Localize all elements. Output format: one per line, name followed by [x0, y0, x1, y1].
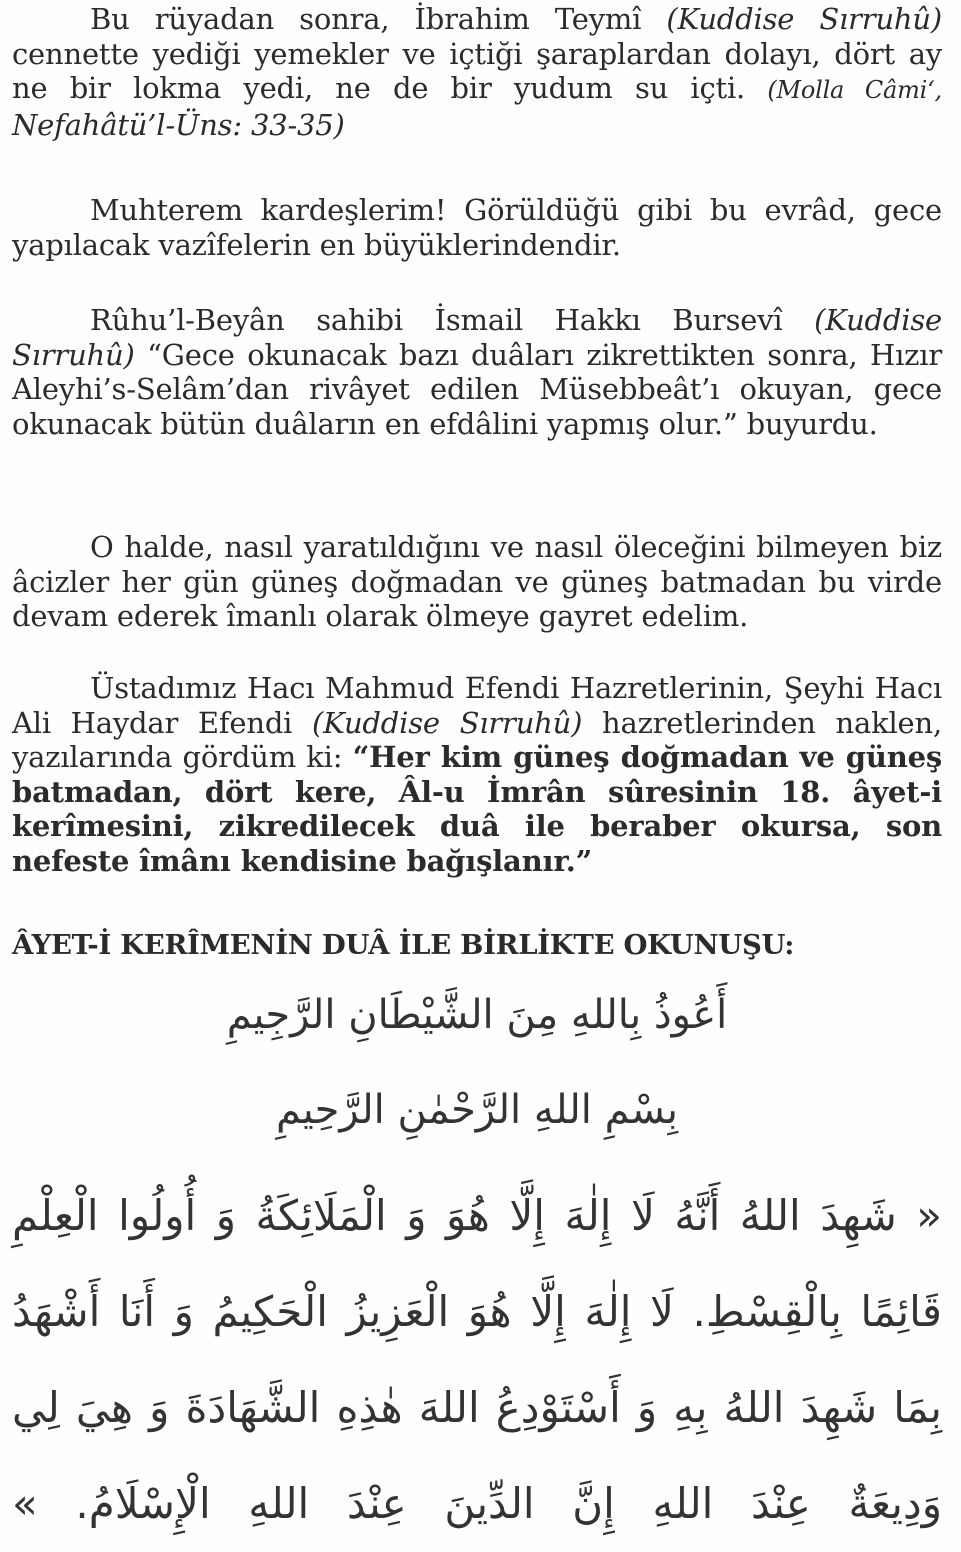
- text: Rûhu’l-Beyân sahibi İsmail Hakkı Bursevî: [90, 303, 815, 337]
- text: hazretlerinden naklen, yazılarında gördüm ki:: [12, 705, 943, 774]
- text: Muhterem kardeşlerim! Görüldüğü gibi bu evrâd, gece yapılacak vazîfelerin en büyüklerindendir.: [12, 193, 942, 262]
- honorific: (Kuddise Sırruhû): [666, 2, 942, 36]
- arabic-ayet: « شَهِدَ اللهُ أَنَّهُ لَا إِلٰهَ إِلَّا هُوَ وَ الْمَلَائِكَةُ وَ أُولُوا الْعِلْمِ قَائِمًا بِالْقِسْطِ. لَا إِلٰهَ إِلَّا هُوَ الْعَزِيزُ الْحَكِيمُ وَ أَنَا أَشْهَدُ بِمَا شَهِدَ اللهُ بِهِ وَ أَسْتَوْدِعُ اللهَ هٰذِهِ الشَّهَادَةَ وَ هِيَ لِي وَدِيعَةٌ عِنْدَ اللهِ إِنَّ الدِّينَ عِنْدَ اللهِ الْإِسْلَامُ. »: [12, 1191, 942, 1528]
- citation: (Molla Câmi‘,: [767, 76, 942, 104]
- paragraph-ustad: [12, 671, 942, 878]
- bold-quote: “Her kim güneş doğmadan ve güneş batmadan, dört kere, Âl-u İmrân sûresinin 18. âyet-i kerîmesini, zikredilecek duâ ile beraber okursa, son nefeste îmânı kendisine bağışlanır.”: [12, 740, 942, 878]
- arabic-besmele: بِسْمِ اللهِ الرَّحْمٰنِ الرَّحِيمِ: [275, 1087, 679, 1133]
- text: Bu rüyadan sonra, İbrahim Teymî: [90, 2, 667, 36]
- paragraph-address: [12, 193, 942, 262]
- paragraph-dream-story: [12, 2, 942, 142]
- arabic-istiaze: أَعُوذُ بِاللهِ مِنَ الشَّيْطَانِ الرَّجِيمِ: [226, 992, 728, 1038]
- text: O halde, nasıl yaratıldığını ve nasıl öleceğini bilmeyen biz âcizler her gün güneş doğmadan ve güneş batmadan bu virde devam ederek îmanlı olarak ölmeye gayret edelim.: [12, 530, 942, 633]
- text: cennette yediği yemekler ve içtiği şaraplardan dolayı, dört ay ne bir lokma yedi, ne de bir yudum su içti.: [12, 36, 942, 105]
- honorific: (Kuddise Sırruhû): [12, 303, 942, 372]
- section-heading: ÂYET-İ KERÎMENİN DUÂ İLE BİRLİKTE OKUNUŞU:: [12, 929, 795, 961]
- quote: “Gece okunacak bazı duâları zikrettikten sonra, Hızır Aleyhi’s-Selâm’dan rivâyet edilen Müsebbeât’ı okuyan, gece okunacak bütün duâların en efdâlini yapmış olur.” buyurdu.: [12, 337, 942, 441]
- text: Üstadımız Hacı Mahmud Efendi Hazretlerinin, Şeyhi Hacı Ali Haydar Efendi: [12, 671, 942, 740]
- citation-source: Nefahâtü’l-Üns: 33-35): [12, 107, 345, 142]
- paragraph-ruhul-beyan: [12, 303, 942, 441]
- paragraph-exhortation: [12, 530, 942, 634]
- honorific: (Kuddise Sırruhû): [312, 705, 583, 740]
